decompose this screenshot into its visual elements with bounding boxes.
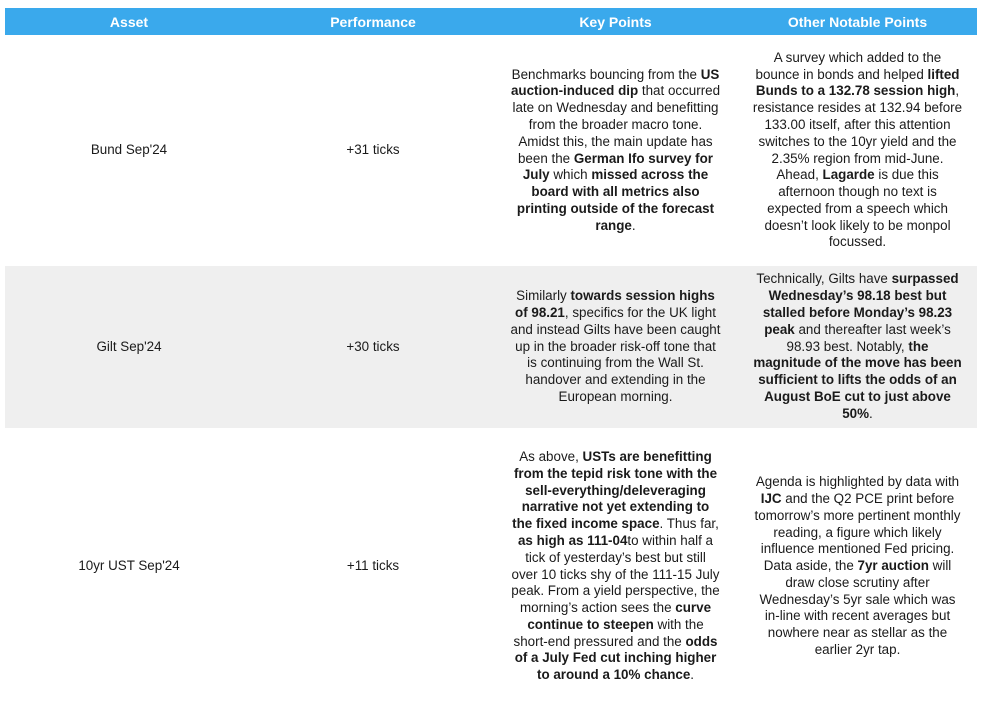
bold-text-segment: curve continue to steepen — [527, 600, 712, 632]
table-row — [5, 35, 977, 266]
table-body — [5, 35, 977, 705]
header-other-notable-points: Other Notable Points — [738, 8, 977, 35]
text-segment: . — [869, 405, 873, 421]
other-points-text — [753, 50, 963, 252]
bold-text-segment: as high as 111-04 — [517, 532, 628, 548]
text-segment: that occurred late on Wednesday and benefitting from the broader macro tone. Amidst this, the main update has been the — [512, 83, 721, 166]
key-points-text — [511, 449, 721, 684]
text-segment: . Thus far, — [659, 516, 719, 532]
other-points-text — [753, 474, 963, 659]
text-segment: and thereafter last week’s 98.93 best. Notably, — [786, 321, 951, 354]
bold-text-segment: USTs are benefitting from the tepid risk tone with the sell-everything/deleveraging narrative not yet extending to the fixed income space — [512, 448, 718, 532]
text-segment: to within half a tick of yesterday’s best but still over 10 ticks shy of the 111-15 July peak. From a yield perspective, the morning’s action sees the — [511, 532, 720, 616]
text-segment: and the Q2 PCE print before tomorrow’s more pertinent monthly reading, a figure which likely influence mentioned Fed pricing. Data aside, the — [754, 490, 961, 574]
key-points-cell — [493, 266, 738, 428]
text-segment: Technically, Gilts have — [756, 271, 892, 287]
other-points-cell — [738, 266, 977, 428]
key-points-cell — [493, 35, 738, 266]
bold-text-segment: IJC — [760, 490, 782, 506]
key-points-text — [511, 288, 721, 406]
bold-text-segment: 7yr auction — [857, 558, 929, 574]
text-segment: , resistance resides at 132.94 before 133.00 itself, after this attention switches to the 10yr yield and the 2.35% region from mid-June. Ahead, — [752, 83, 963, 183]
other-points-cell — [738, 35, 977, 266]
asset-cell: Gilt Sep'24 — [96, 338, 162, 354]
asset-cell: Bund Sep'24 — [90, 142, 168, 158]
key-points-cell — [493, 428, 738, 705]
bold-text-segment: towards session highs of 98.21 — [515, 288, 715, 320]
text-segment: with the short-end pressured and the — [513, 616, 704, 649]
performance-cell: +31 ticks — [346, 142, 400, 158]
bold-text-segment: US auction-induced dip — [510, 66, 720, 99]
bold-text-segment: German Ifo survey for July — [522, 150, 714, 183]
table-header — [5, 8, 977, 35]
table-row — [5, 428, 977, 705]
text-segment: . — [690, 667, 695, 683]
market-summary-table — [5, 8, 977, 705]
performance-cell: +30 ticks — [346, 338, 400, 354]
bold-text-segment: the magnitude of the move has been sufficient to lifts the odds of an August BoE cut to just above 50% — [753, 338, 962, 421]
text-segment: Agenda is highlighted by data with — [755, 474, 960, 490]
key-points-text — [511, 67, 721, 235]
other-points-text — [753, 271, 963, 422]
text-segment: . — [631, 217, 636, 233]
header-asset: Asset — [5, 8, 253, 35]
header-row — [5, 8, 977, 35]
text-segment: is due this afternoon though no text is expected from a speech which doesn’t look likely to be monpol focussed. — [764, 167, 951, 250]
other-points-cell — [738, 428, 977, 705]
text-segment: Benchmarks bouncing from the — [511, 66, 701, 82]
bold-text-segment: lifted Bunds to a 132.78 session high — [755, 66, 960, 99]
header-key-points: Key Points — [493, 8, 738, 35]
text-segment: which — [549, 167, 592, 183]
bold-text-segment: missed across the board with all metrics also printing outside of the forecast range — [516, 167, 715, 233]
bold-text-segment: odds of a July Fed cut inching higher to around a 10% chance — [514, 633, 718, 683]
text-segment: Similarly — [516, 288, 571, 304]
header-performance: Performance — [253, 8, 493, 35]
text-segment: , specifics for the UK light and instead Gilts have been caught up in the broader risk-off tone that is continuing from the Wall St. handover and extending in the European morning. — [510, 305, 721, 404]
bold-text-segment: Lagarde — [822, 167, 875, 183]
table-row — [5, 266, 977, 428]
text-segment: will draw close scrutiny after Wednesday’s 5yr sale which was in-line with recent averages but nowhere near as stellar as the earlier 2yr tap. — [759, 558, 956, 658]
text-segment: As above, — [519, 448, 583, 464]
text-segment: A survey which added to the bounce in bonds and helped — [755, 49, 942, 82]
asset-cell: 10yr UST Sep'24 — [78, 558, 180, 574]
bold-text-segment: surpassed Wednesday’s 98.18 best but stalled before Monday’s 98.23 peak — [762, 271, 959, 337]
performance-cell: +11 ticks — [346, 558, 400, 574]
